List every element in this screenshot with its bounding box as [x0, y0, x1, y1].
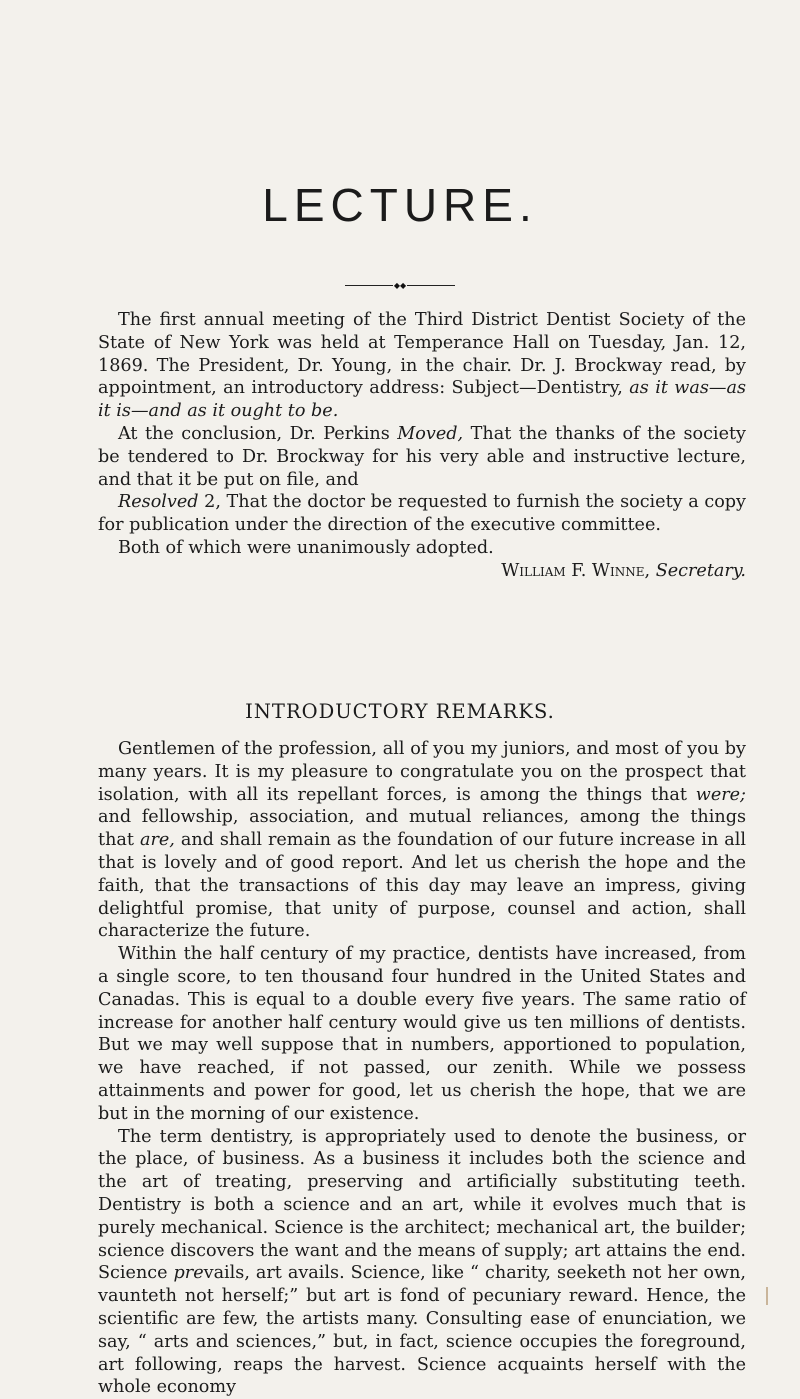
remarks-text: vails, art avails. Science, like “ charity, seeketh not her own, vaunteth not herself;” but art is fond of pecuniary reward. Hence, the scientific are few, the artists many. Consulting ease of enunciation, we say, “ arts and sciences,” but, in fact, science occupies the foreground, art following, reaps the harvest. Science acquaints herself with the whole economy — [98, 1263, 746, 1398]
remarks-italic: were; — [695, 784, 746, 805]
page-title: LECTURE. — [262, 179, 538, 231]
minutes-text: 2, That the doctor be requested to furnish the society a copy for publication under the direction of the executive committee. — [98, 492, 746, 536]
remarks-paragraph-3 — [98, 1126, 746, 1399]
minutes-paragraph-2 — [98, 423, 746, 491]
paper-mark — [766, 1287, 768, 1305]
minutes-italic: Moved, — [397, 423, 464, 444]
minutes-paragraph-1 — [98, 309, 746, 423]
introductory-remarks — [98, 738, 746, 1399]
signature-title: Secretary. — [655, 560, 746, 581]
remarks-text: Gentlemen of the profession, all of you my juniors, and most of you by many years. It is my pleasure to congratulate you on the prospect that isolation, with all its repellant forces, is among the things that — [98, 739, 746, 805]
minutes-text: At the conclusion, Dr. Perkins — [118, 423, 398, 444]
remarks-text: The term dentistry, is appropriately used to denote the business, or the place, of business. As a business it includes both the science and the art of treating, preserving and artificially substituting teeth. Dentistry is both a science and an art, while it evolves much that is purely mechanical. Science is the architect; mechanical art, the builder; science discovers the want and the means of supply; art attains the end. Science — [98, 1126, 746, 1284]
section-heading: INTRODUCTORY REMARKS. — [245, 700, 555, 723]
signature-name: William F. Winne, — [501, 560, 651, 581]
minutes-italic: Resolved — [118, 492, 199, 513]
minutes-text: The first annual meeting of the Third District Dentist Society of the State of New York was held at Temperance Hall on Tuesday, Jan. 12, 1869. The President, Dr. Young, in the chair. Dr. J. Brockway read, by appointment, an introductory address: Subject—Dentistry, — [98, 310, 746, 399]
remarks-paragraph-1 — [98, 738, 746, 943]
minutes-italic: as it was—as it is—and as it ought to be. — [98, 378, 746, 422]
minutes-paragraph-4: Both of which were unanimously adopted. — [118, 537, 494, 558]
meeting-minutes — [98, 309, 746, 583]
remarks-italic: pre — [173, 1263, 204, 1284]
divider-ornament: ◆◆ — [393, 281, 407, 290]
remarks-paragraph-2: Within the half century of my practice, dentists have increased, from a single score, to ten thousand four hundred in the United States and Canadas. This is equal to a double every five years. The same ratio of increase for another half century would give us ten millions of dentists. But we may well suppose that in numbers, apportioned to population, we have reached, if not passed, our zenith. While we possess attainments and power for good, let us cherish the hope, that we are but in the morning of our existence. — [98, 944, 746, 1124]
remarks-text: and fellowship, association, and mutual reliances, among the things that — [98, 807, 746, 851]
remarks-italic: are, — [139, 830, 175, 851]
secretary-signature — [98, 560, 746, 583]
minutes-text: That the thanks of the society be tendered to Dr. Brockway for his very able and instructive lecture, and that it be put on file, and — [98, 423, 746, 490]
remarks-text: and shall remain as the foundation of our future increase in all that is lovely and of good report. And let us cherish the hope and the faith, that the transactions of this day may leave an impress, giving delightful promise, that unity of purpose, counsel and action, shall characterize the future. — [98, 830, 746, 942]
minutes-paragraph-3 — [98, 491, 746, 537]
